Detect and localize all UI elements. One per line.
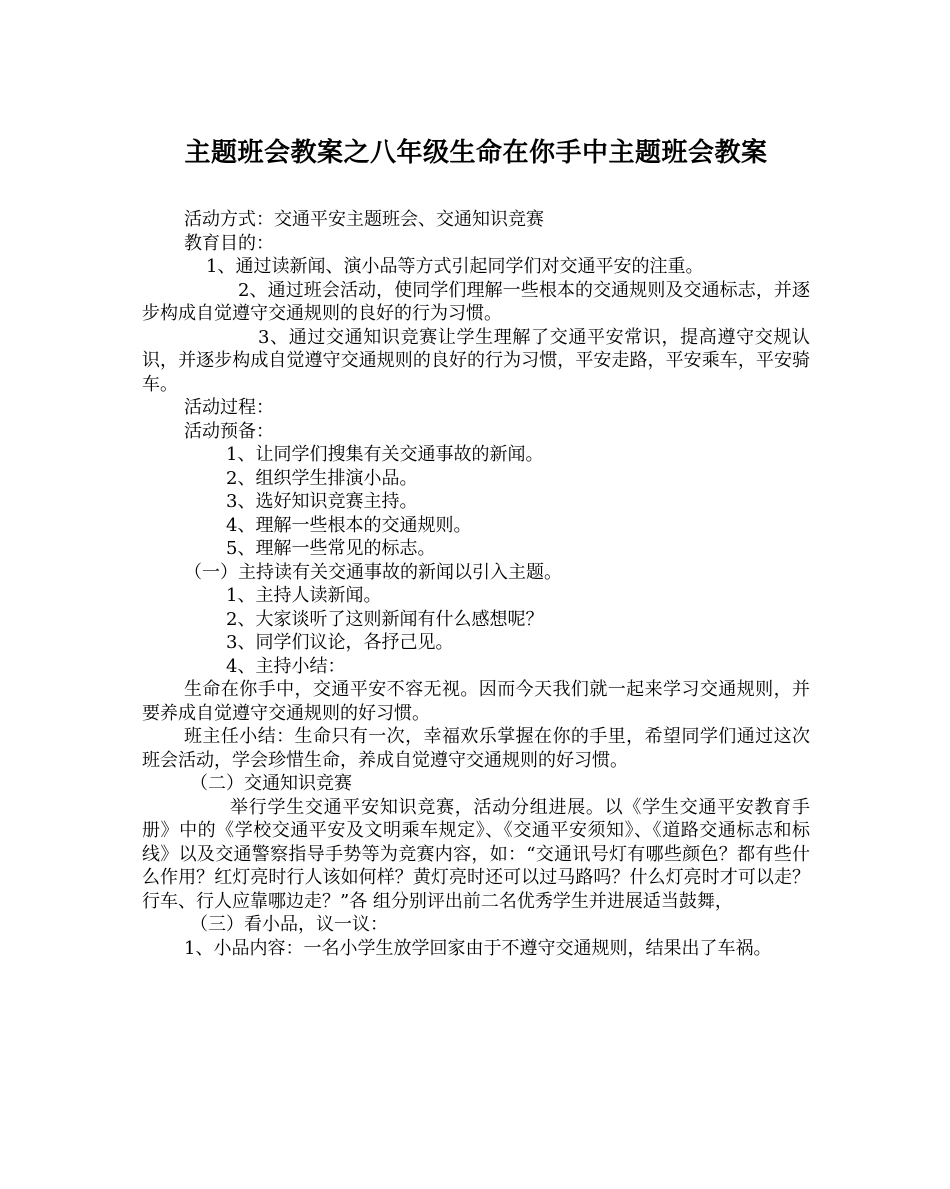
paragraph-prep-1: 1、让同学们搜集有关交通事故的新闻。 (226, 444, 544, 465)
paragraph-section-1: （一）主持读有关交通事故的新闻以引入主题。 (184, 561, 562, 583)
paragraph-prep-5: 5、理解一些常见的标志。 (226, 538, 436, 559)
paragraph-goal-1: 1、通过读新闻、演小品等方式引起同学们对交通平安的注重。 (206, 256, 704, 277)
paragraph-section-1-item-3: 3、同学们议论，各抒己见。 (226, 632, 454, 653)
paragraph-quiz-description: 举行学生交通平安知识竞赛，活动分组进展。以《学生交通平安教育手册》中的《学校交通平安及文明乘车规定》、《交通平安须知》、《道路交通标志和标线》以及交通警察指导手势等为竞赛内容，如：“交通讯号灯有哪些颜色？都有些什么作用？红灯亮时行人该如何样？黄灯亮时还可以过马路吗？什么灯亮时才可以走？行车、行人应靠哪边走？”各 组分别评出前二名优秀学生并进展适当鼓舞， (142, 796, 810, 912)
document-title: 主题班会教案之八年级生命在你手中主题班会教案 (184, 138, 768, 168)
paragraph-education-goal-heading: 教育目的： (184, 232, 274, 254)
paragraph-section-1-item-4: 4、主持小结： (226, 655, 346, 677)
paragraph-teacher-summary: 班主任小结：生命只有一次，幸福欢乐掌握在你的手里，希望同学们通过这次班会活动，学会珍惜生命，养成自觉遵守交通规则的好习惯。 (142, 726, 810, 771)
document-body (142, 208, 810, 960)
paragraph-prep-4: 4、理解一些根本的交通规则。 (226, 514, 472, 536)
paragraph-prep-3: 3、选好知识竞赛主持。 (226, 491, 418, 512)
paragraph-sketch-content: 1、小品内容：一名小学生放学回家由于不遵守交通规则，结果出了车祸。 (184, 937, 772, 959)
paragraph-prep-2: 2、组织学生排演小品。 (226, 467, 418, 489)
paragraph-process-heading: 活动过程： (184, 397, 274, 418)
paragraph-goal-2: 2、通过班会活动，使同学们理解一些根本的交通规则及交通标志，并逐步构成自觉遵守交通规则的良好的行为习惯。 (142, 279, 810, 324)
paragraph-section-1-item-2: 2、大家谈听了这则新闻有什么感想呢？ (226, 608, 544, 630)
paragraph-preparation-heading: 活动预备： (184, 420, 274, 442)
paragraph-host-summary: 生命在你手中，交通平安不容无视。因而今天我们就一起来学习交通规则，并要养成自觉遵守交通规则的好习惯。 (142, 679, 810, 724)
paragraph-goal-3: 3、通过交通知识竞赛让学生理解了交通平安常识，提高遵守交规认识，并逐步构成自觉遵守交通规则的良好的行为习惯，平安走路，平安乘车，平安骑车。 (142, 326, 810, 395)
paragraph-section-1-item-1: 1、主持人读新闻。 (226, 585, 382, 606)
paragraph-activity-method: 活动方式：交通平安主题班会、交通知识竞赛 (184, 209, 544, 230)
paragraph-section-3: （三）看小品，议一议： (190, 914, 388, 935)
paragraph-section-2: （二）交通知识竞赛 (190, 773, 352, 794)
